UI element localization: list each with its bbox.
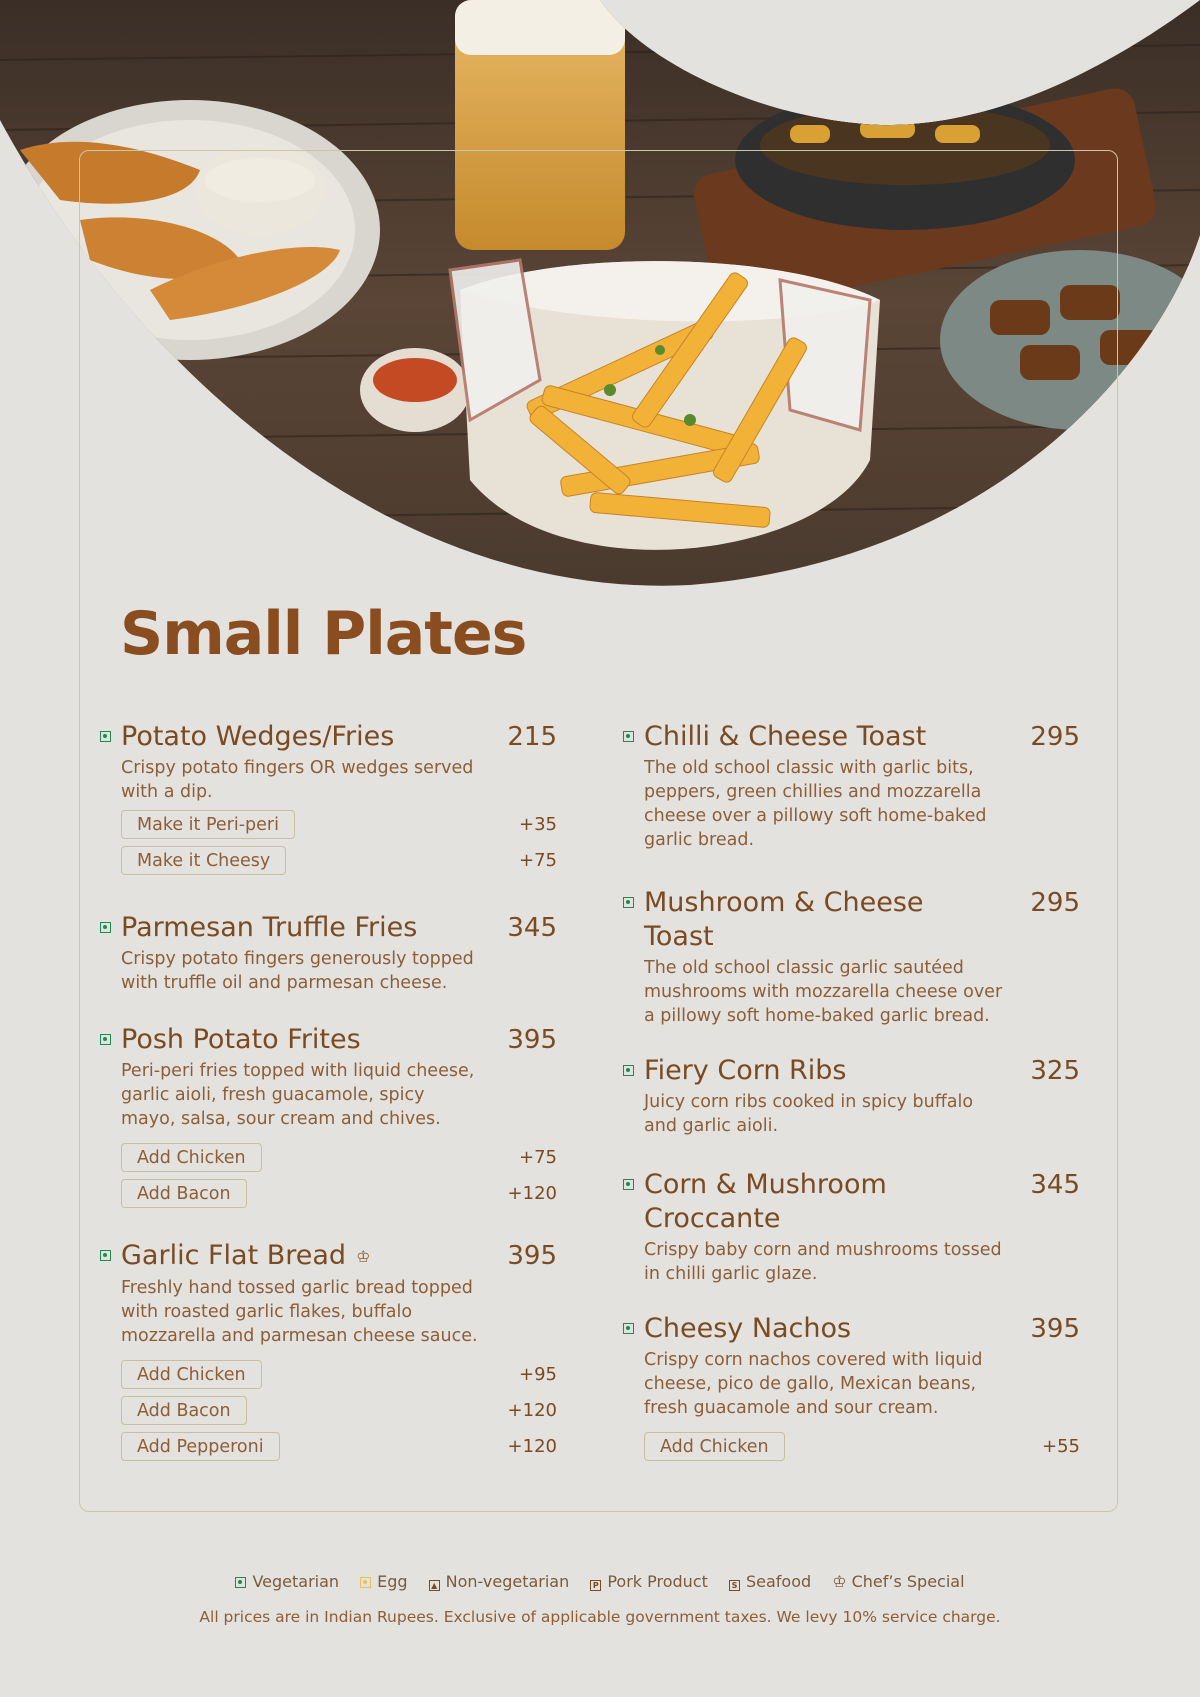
item-price: 395 xyxy=(1030,1314,1080,1344)
item-name: Corn & Mushroom Croccante xyxy=(644,1169,887,1234)
item-price: 295 xyxy=(1030,722,1080,752)
addon-option[interactable]: Add Chicken xyxy=(121,1143,262,1172)
pricing-note: All prices are in Indian Rupees. Exclusive of applicable government taxes. We levy 10% service charge. xyxy=(199,1608,1001,1626)
addon-price: +120 xyxy=(507,1183,557,1204)
item-description: The old school classic with garlic bits, peppers, green chillies and mozzarella cheese over a pillowy soft home-baked garlic bread. xyxy=(644,758,987,850)
chef-hat-icon: ♔ xyxy=(356,1247,371,1266)
legend-vegetarian: Vegetarian xyxy=(235,1572,339,1591)
item-name: Garlic Flat Bread ♔ xyxy=(121,1239,461,1274)
addon-option[interactable]: Make it Peri-peri xyxy=(121,810,295,839)
item-name: Potato Wedges/Fries xyxy=(121,721,395,752)
menu-item xyxy=(620,886,1080,1028)
addon-price: +120 xyxy=(507,1436,557,1457)
right-column xyxy=(620,720,1080,1462)
addon-option[interactable]: Make it Cheesy xyxy=(121,846,286,875)
item-price: 345 xyxy=(507,913,557,943)
addon-row xyxy=(97,846,557,876)
addon-row xyxy=(97,810,557,840)
addon-option[interactable]: Add Bacon xyxy=(121,1179,247,1208)
addon-row xyxy=(97,1360,557,1390)
seafood-icon: S xyxy=(729,1580,740,1591)
menu-item xyxy=(97,720,557,876)
item-name: Chilli & Cheese Toast xyxy=(644,721,927,752)
vegetarian-icon xyxy=(623,1065,634,1076)
pork-icon: P xyxy=(590,1580,601,1591)
addon-row xyxy=(97,1432,557,1462)
dietary-legend xyxy=(0,1572,1200,1591)
item-name: Fiery Corn Ribs xyxy=(644,1055,847,1086)
addon-price: +35 xyxy=(519,814,557,835)
item-description: Crispy potato fingers generously topped with truffle oil and parmesan cheese. xyxy=(121,949,474,993)
vegetarian-icon xyxy=(235,1577,246,1588)
addon-price: +75 xyxy=(519,1147,557,1168)
item-price: 295 xyxy=(1030,888,1080,918)
item-description: Crispy corn nachos covered with liquid cheese, pico de gallo, Mexican beans, fresh guacamole and sour cream. xyxy=(644,1350,983,1418)
item-price: 395 xyxy=(507,1241,557,1271)
addon-price: +120 xyxy=(507,1400,557,1421)
menu-item xyxy=(620,720,1080,852)
addon-price: +55 xyxy=(1042,1436,1080,1457)
item-description: Peri-peri fries topped with liquid cheese, garlic aioli, fresh guacamole, spicy mayo, salsa, sour cream and chives. xyxy=(121,1061,475,1129)
item-price: 345 xyxy=(1030,1170,1080,1200)
vegetarian-icon xyxy=(100,731,111,742)
legend-seafood: S Seafood xyxy=(729,1572,811,1591)
item-name: Parmesan Truffle Fries xyxy=(121,912,418,943)
item-description: Crispy potato fingers OR wedges served with a dip. xyxy=(121,758,474,802)
vegetarian-icon xyxy=(623,1179,634,1190)
item-description: Freshly hand tossed garlic bread topped with roasted garlic flakes, buffalo mozzarella and parmesan cheese sauce. xyxy=(121,1278,478,1346)
left-column xyxy=(97,720,557,1462)
addon-row xyxy=(620,1432,1080,1462)
addon-option[interactable]: Add Chicken xyxy=(121,1360,262,1389)
item-price: 325 xyxy=(1030,1056,1080,1086)
menu-item xyxy=(97,911,557,995)
item-price: 395 xyxy=(507,1025,557,1055)
addon-option[interactable]: Add Chicken xyxy=(644,1432,785,1461)
addon-row xyxy=(97,1396,557,1426)
vegetarian-icon xyxy=(100,922,111,933)
section-title: Small Plates xyxy=(120,599,527,669)
vegetarian-icon xyxy=(100,1034,111,1045)
egg-icon xyxy=(360,1577,371,1588)
item-name: Posh Potato Frites xyxy=(121,1024,361,1055)
legend-egg: Egg xyxy=(360,1572,407,1591)
menu-item xyxy=(620,1168,1080,1286)
vegetarian-icon xyxy=(623,731,634,742)
menu-item xyxy=(620,1312,1080,1462)
chef-hat-icon: ♔ xyxy=(832,1572,847,1591)
item-price: 215 xyxy=(507,722,557,752)
menu-item xyxy=(97,1023,557,1209)
vegetarian-icon xyxy=(623,897,634,908)
item-description: Juicy corn ribs cooked in spicy buffalo and garlic aioli. xyxy=(644,1092,974,1136)
non-vegetarian-icon: ▲ xyxy=(429,1580,440,1591)
item-name: Cheesy Nachos xyxy=(644,1313,852,1344)
legend-nonveg: ▲ Non-vegetarian xyxy=(429,1572,570,1591)
addon-row xyxy=(97,1143,557,1173)
item-name: Mushroom & Cheese Toast xyxy=(644,887,924,952)
addon-price: +75 xyxy=(519,850,557,871)
menu-item xyxy=(97,1239,557,1462)
vegetarian-icon xyxy=(100,1250,111,1261)
item-description: Crispy baby corn and mushrooms tossed in chilli garlic glaze. xyxy=(644,1240,1002,1284)
legend-pork: P Pork Product xyxy=(590,1572,708,1591)
addon-option[interactable]: Add Pepperoni xyxy=(121,1432,280,1461)
menu-item xyxy=(620,1054,1080,1138)
addon-price: +95 xyxy=(519,1364,557,1385)
addon-option[interactable]: Add Bacon xyxy=(121,1396,247,1425)
addon-row xyxy=(97,1179,557,1209)
item-description: The old school classic garlic sautéed mushrooms with mozzarella cheese over a pillowy soft home-baked garlic bread. xyxy=(644,958,1003,1026)
vegetarian-icon xyxy=(623,1323,634,1334)
legend-chef: ♔ Chef’s Special xyxy=(832,1572,965,1591)
